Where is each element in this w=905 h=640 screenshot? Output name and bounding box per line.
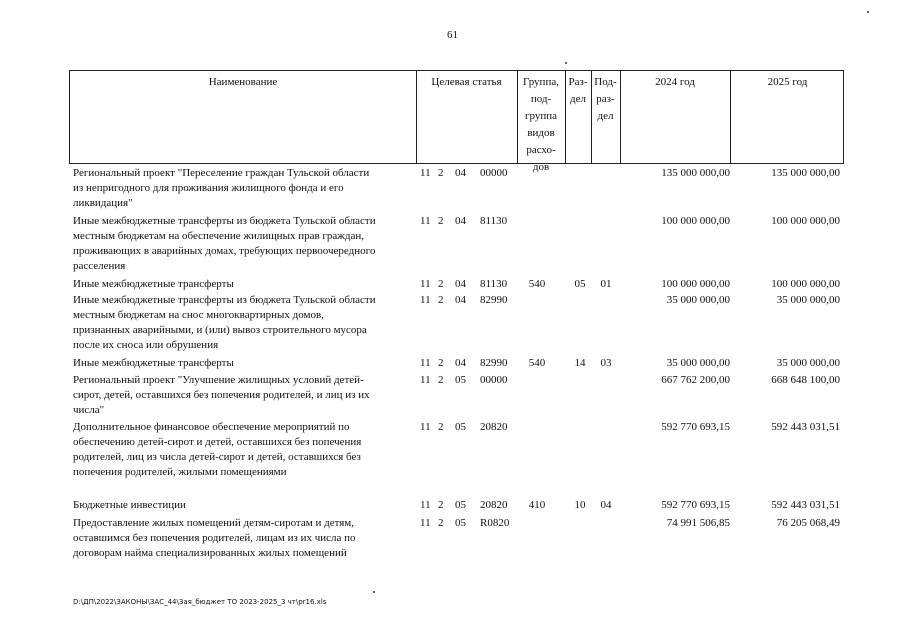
code-part-d: 00000 — [480, 374, 508, 386]
code-part-b: 2 — [438, 215, 444, 227]
code-part-d: 81130 — [480, 278, 508, 290]
amount-2025: 35 000 000,00 — [776, 294, 840, 306]
code-part-b: 2 — [438, 167, 444, 179]
code-part-c: 04 — [455, 357, 466, 369]
header-target-article: Целевая статья — [431, 76, 502, 88]
section-code: 10 — [574, 499, 586, 511]
code-part-a: 11 — [420, 499, 431, 511]
code-part-a: 11 — [420, 278, 431, 290]
code-part-b: 2 — [438, 357, 444, 369]
code-part-a: 11 — [420, 357, 431, 369]
amount-2025: 592 443 031,51 — [771, 421, 840, 433]
code-part-d: R0820 — [480, 517, 510, 529]
scan-speck — [565, 62, 567, 64]
code-part-b: 2 — [438, 278, 444, 290]
code-part-c: 05 — [455, 517, 466, 529]
amount-2024: 35 000 000,00 — [666, 357, 730, 369]
row-name: Иные межбюджетные трансферты из бюджета Тульской области местным бюджетам на снос многоквартирных домов, признанных аварийными, и (или) вывоз строительного мусора после их сноса или обрушения — [73, 294, 376, 351]
code-part-d: 20820 — [480, 499, 508, 511]
subsection-code: 04 — [600, 499, 612, 511]
code-part-a: 11 — [420, 374, 431, 386]
amount-2024: 35 000 000,00 — [666, 294, 730, 306]
amount-2025: 76 205 068,49 — [776, 517, 840, 529]
amount-2024: 74 991 506,85 — [666, 517, 730, 529]
page-number: 61 — [447, 29, 458, 41]
amount-2025: 668 648 100,00 — [771, 374, 840, 386]
amount-2025: 135 000 000,00 — [771, 167, 840, 179]
code-part-a: 11 — [420, 294, 431, 306]
row-name: Бюджетные инвестиции — [73, 499, 186, 511]
row-name: Иные межбюджетные трансферты — [73, 357, 234, 369]
code-part-b: 2 — [438, 421, 444, 433]
code-part-b: 2 — [438, 517, 444, 529]
code-part-d: 82990 — [480, 357, 508, 369]
row-name: Иные межбюджетные трансферты из бюджета Тульской области местным бюджетам на обеспечение жилищных прав граждан, проживающих в аварийных домах, требующих первоочередного расселения — [73, 215, 376, 272]
code-part-c: 05 — [455, 421, 466, 433]
amount-2024: 667 762 200,00 — [661, 374, 730, 386]
row-name: Региональный проект "Переселение граждан Тульской области из непригодного для проживания жилищного фонда и его ликвидация" — [73, 167, 370, 209]
amount-2025: 35 000 000,00 — [776, 357, 840, 369]
code-part-c: 04 — [455, 278, 466, 290]
amount-2025: 100 000 000,00 — [771, 278, 840, 290]
code-part-c: 04 — [455, 294, 466, 306]
code-part-d: 20820 — [480, 421, 508, 433]
code-part-b: 2 — [438, 374, 444, 386]
code-part-c: 04 — [455, 167, 466, 179]
row-name: Иные межбюджетные трансферты — [73, 278, 234, 290]
code-part-d: 82990 — [480, 294, 508, 306]
code-part-d: 81130 — [480, 215, 508, 227]
subsection-code: 03 — [600, 357, 612, 369]
group-code: 410 — [528, 499, 546, 511]
group-code: 540 — [528, 278, 546, 290]
file-path-footer: D:\ДП\2022\ЗАКОНЫ\ЗАС_44\Зая_бюджет ТО 2023-2025_3 чт\pr16.xls — [73, 598, 327, 606]
amount-2025: 100 000 000,00 — [771, 215, 840, 227]
code-part-c: 04 — [455, 215, 466, 227]
scan-speck — [373, 591, 375, 593]
amount-2024: 592 770 693,15 — [661, 421, 730, 433]
header-section: Раз- дел — [568, 76, 588, 105]
amount-2024: 100 000 000,00 — [661, 215, 730, 227]
code-part-b: 2 — [438, 294, 444, 306]
row-name: Региональный проект "Улучшение жилищных условий детей- сирот, детей, оставшихся без попечения родителей, и лиц из их числа" — [73, 374, 370, 416]
group-code: 540 — [528, 357, 546, 369]
amount-2025: 592 443 031,51 — [771, 499, 840, 511]
section-code: 14 — [574, 357, 586, 369]
code-part-a: 11 — [420, 517, 431, 529]
section-code: 05 — [574, 278, 586, 290]
scan-speck — [867, 11, 869, 13]
row-name: Дополнительное финансовое обеспечение мероприятий по обеспечению детей-сирот и детей, оставшихся без попечения родителей, лиц из числа детей-сирот и детей, оставшихся без попечения родителей, жилыми помещениями — [73, 421, 362, 478]
amount-2024: 135 000 000,00 — [661, 167, 730, 179]
subsection-code: 01 — [600, 278, 612, 290]
header-group: Группа, под- группа видов расхо- дов — [523, 76, 559, 173]
header-2025: 2025 год — [767, 76, 808, 88]
code-part-d: 00000 — [480, 167, 508, 179]
code-part-b: 2 — [438, 499, 444, 511]
header-2024: 2024 год — [655, 76, 695, 88]
code-part-c: 05 — [455, 499, 466, 511]
amount-2024: 100 000 000,00 — [661, 278, 730, 290]
code-part-a: 11 — [420, 215, 431, 227]
amount-2024: 592 770 693,15 — [661, 499, 730, 511]
code-part-c: 05 — [455, 374, 466, 386]
code-part-a: 11 — [420, 421, 431, 433]
code-part-a: 11 — [420, 167, 431, 179]
header-name: Наименование — [208, 76, 278, 88]
header-subsection: Под- раз- дел — [594, 76, 617, 122]
row-name: Предоставление жилых помещений детям-сиротам и детям, оставшимся без попечения родителей, лицам из их числа по договорам найма специализированных жилых помещений — [73, 517, 356, 559]
